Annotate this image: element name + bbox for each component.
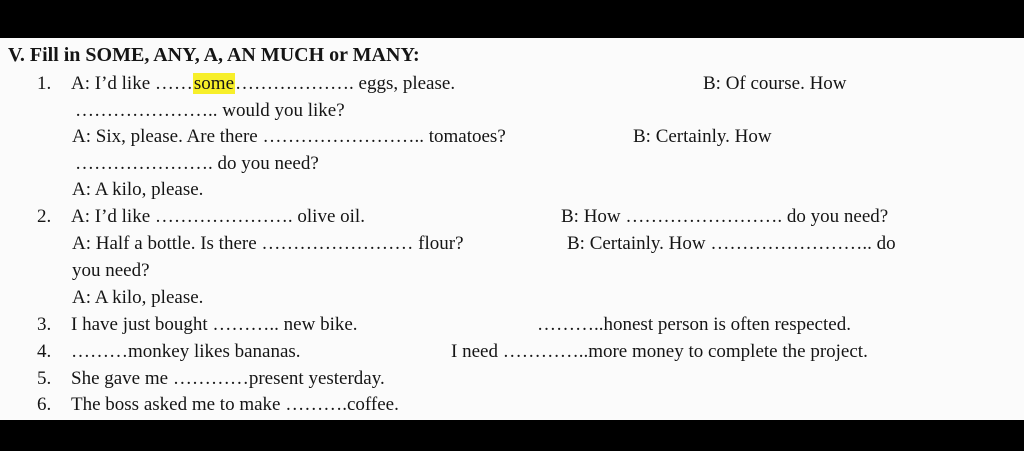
q4-right: I need …………..more money to complete the project. — [451, 341, 868, 362]
q6-number: 6. — [37, 394, 52, 415]
q4-left: ………monkey likes bananas. — [71, 341, 301, 362]
q1-line-a2: A: Six, please. Are there …………………….. tomatoes? — [72, 126, 506, 147]
q1-line-b1-cont: ………………….. would you like? — [75, 100, 345, 121]
q2-number: 2. — [37, 206, 52, 227]
q1-line-b1: B: Of course. How — [703, 73, 847, 94]
q2-line-a2: A: Half a bottle. Is there …………………… flour? — [72, 233, 464, 254]
q1-line-b2: B: Certainly. How — [633, 126, 772, 147]
q1-answer-highlight: some — [193, 73, 235, 94]
q1-number: 1. — [37, 73, 52, 94]
q1-a1-prefix: A: I’d like …… — [71, 73, 193, 94]
exercise-heading: V. Fill in SOME, ANY, A, AN MUCH or MANY: — [8, 44, 420, 66]
q3-number: 3. — [37, 314, 52, 335]
q1-line-a1 — [71, 72, 455, 96]
q1-line-a3: A: A kilo, please. — [72, 179, 204, 200]
q4-number: 4. — [37, 341, 52, 362]
q1-a1-suffix: ………………. eggs, please. — [235, 73, 456, 94]
q5-number: 5. — [37, 368, 52, 389]
worksheet — [0, 38, 1024, 420]
q2-line-a1: A: I’d like …………………. olive oil. — [71, 206, 365, 227]
q2-line-a3: A: A kilo, please. — [72, 287, 204, 308]
q2-line-b1: B: How ……………………. do you need? — [561, 206, 889, 227]
q5-text: She gave me …………present yesterday. — [71, 368, 385, 389]
q2-line-b2: B: Certainly. How …………………….. do — [567, 233, 896, 254]
q6-text: The boss asked me to make ……….coffee. — [71, 394, 399, 415]
q1-line-b2-cont: …………………. do you need? — [75, 153, 319, 174]
q3-right: ………..honest person is often respected. — [537, 314, 851, 335]
q3-left: I have just bought ……….. new bike. — [71, 314, 358, 335]
q2-line-cont: you need? — [72, 260, 150, 281]
